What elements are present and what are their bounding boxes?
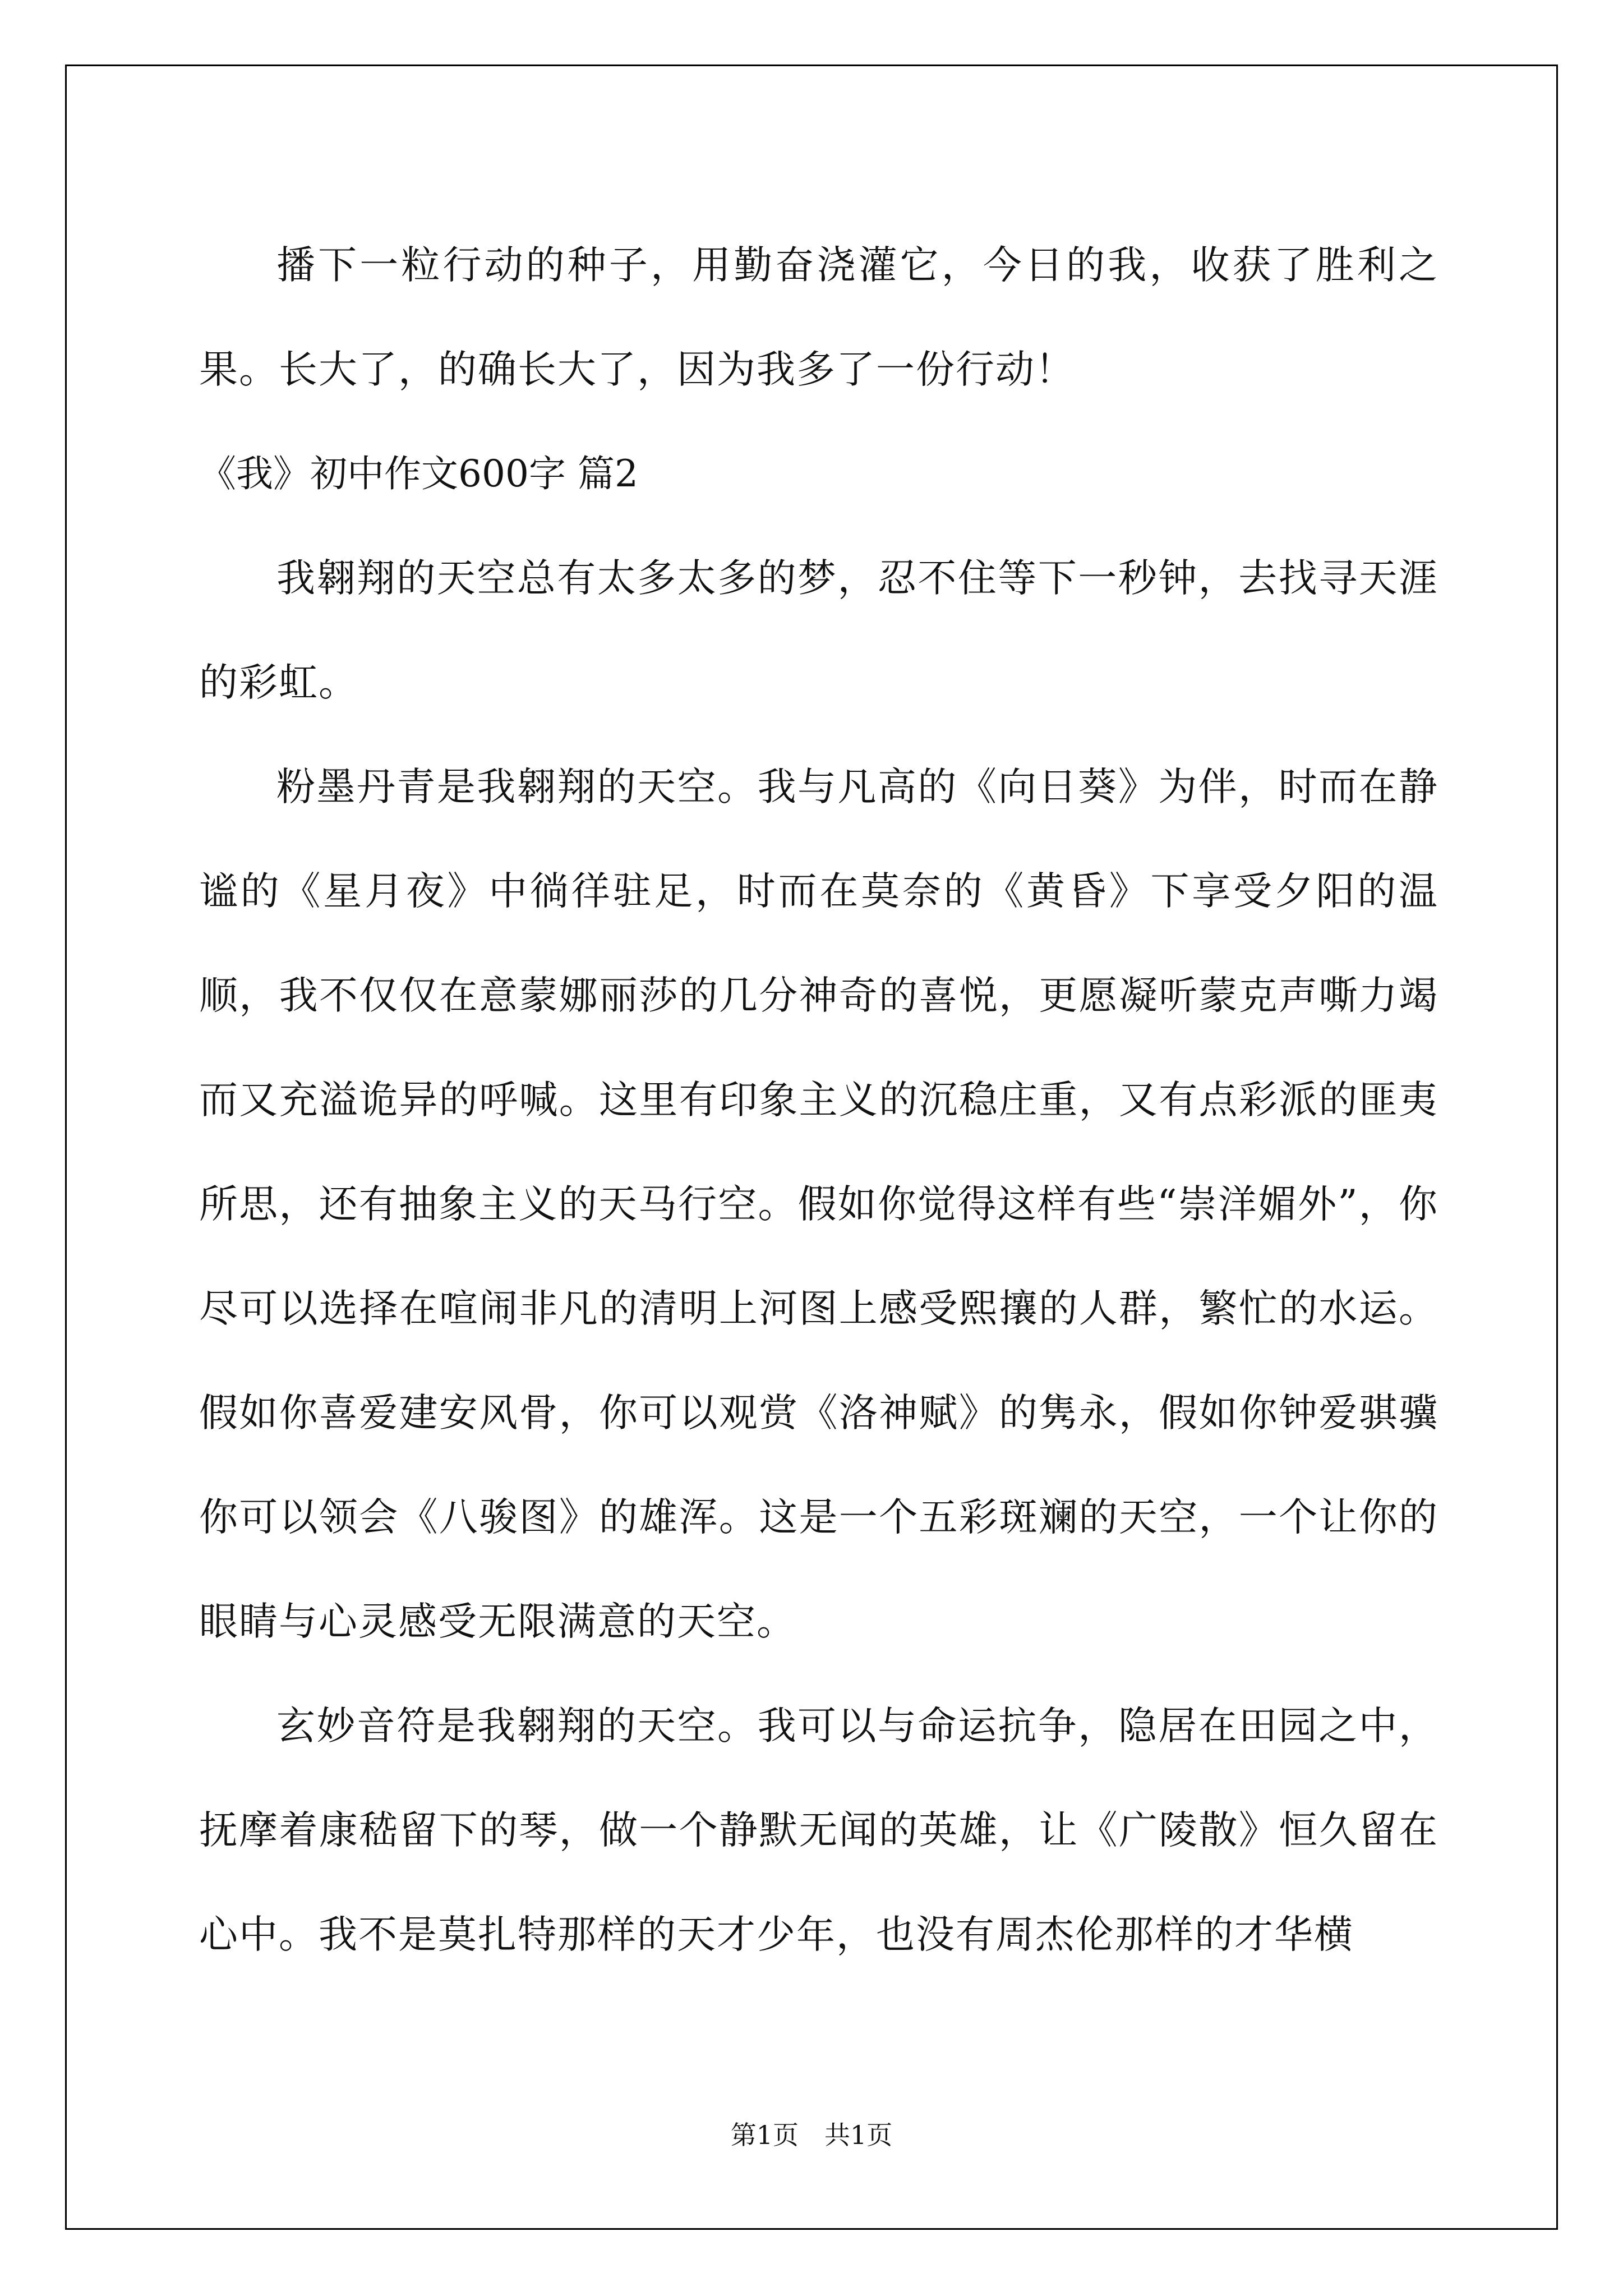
paragraph: 玄妙音符是我翱翔的天空。我可以与命运抗争，隐居在田园之中，抚摩着康嵇留下的琴，做一个静默无闻的英雄，让《广陵散》恒久留在心中。我不是莫扎特那样的天才少年，也没有周杰伦那样的才华横 — [199, 1704, 1438, 1957]
document-body — [199, 213, 1438, 1987]
paragraph: 粉墨丹青是我翱翔的天空。我与凡高的《向日葵》为伴，时而在静谧的《星月夜》中徜徉驻足，时而在莫奈的《黄昏》下享受夕阳的温顺，我不仅仅在意蒙娜丽莎的几分神奇的喜悦，更愿凝听蒙克声嘶力竭而又充溢诡异的呼喊。这里有印象主义的沉稳庄重，又有点彩派的匪夷所思，还有抽象主义的天马行空。假如你觉得这样有些“崇洋媚外”，你尽可以选择在喧闹非凡的清明上河图上感受熙攘的人群，繁忙的水运。假如你喜爱建安风骨，你可以观赏《洛神赋》的隽永，假如你钟爱骐骥你可以领会《八骏图》的雄浑。这是一个五彩斑斓的天空，一个让你的眼睛与心灵感受无限满意的天空。 — [199, 765, 1438, 1644]
paragraph: 我翱翔的天空总有太多太多的梦，忍不住等下一秒钟，去找寻天涯的彩虹。 — [199, 556, 1438, 705]
paragraph: 播下一粒行动的种子，用勤奋浇灌它，今日的我，收获了胜利之果。长大了，的确长大了，因为我多了一份行动！ — [199, 243, 1438, 392]
page-number: 第1页 共1页 — [730, 2120, 893, 2150]
section-heading: 《我》初中作文600字 篇2 — [199, 452, 638, 495]
